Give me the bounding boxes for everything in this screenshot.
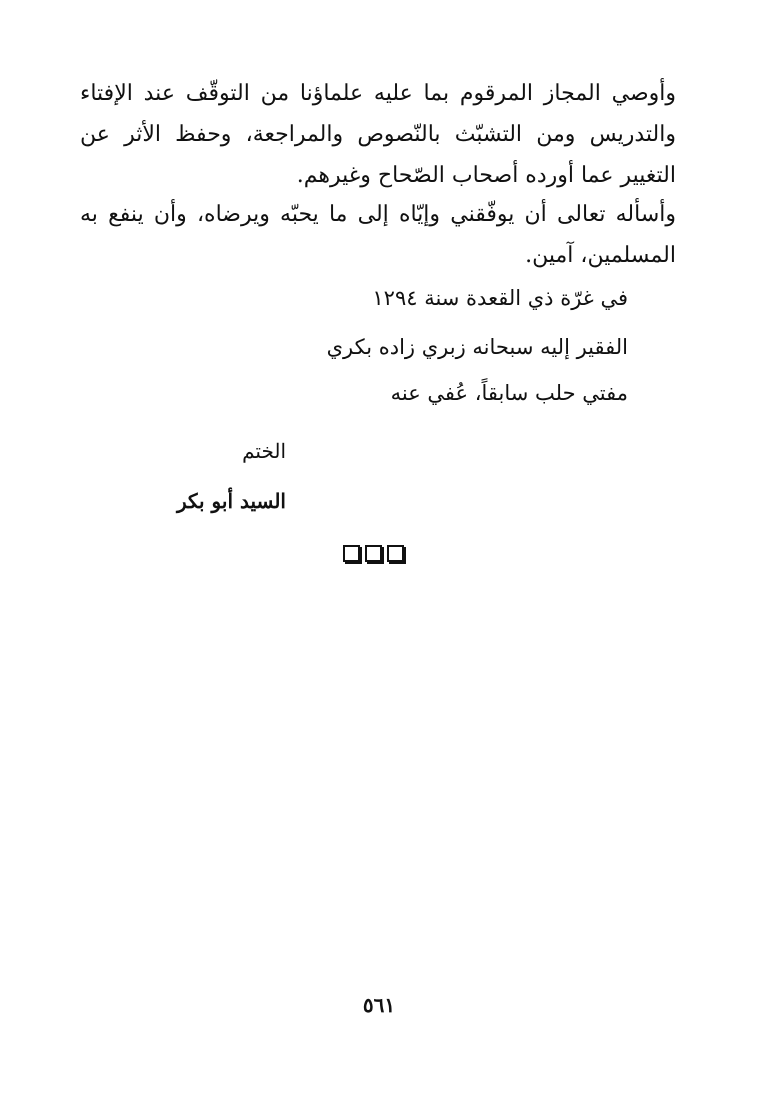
section-end-ornament <box>343 545 404 562</box>
square-box-icon <box>343 545 360 562</box>
seal-name: السيد أبو بكر <box>176 489 286 513</box>
seal-label: الختم <box>242 439 286 463</box>
paragraph-prayer: وأسأله تعالى أن يوفّقني وإيّاه إلى ما يحبّه ويرضاه، وأن ينفع به المسلمين، آمين. <box>80 202 676 268</box>
signature-date: في غرّة ذي القعدة سنة ١٢٩٤ <box>372 286 628 310</box>
square-box-icon <box>365 545 382 562</box>
paragraph-recommendation: وأوصي المجاز المرقوم بما عليه علماؤنا من التوقّف عند الإفتاء والتدريس ومن التشبّث بالنّصوص والمراجعة، وحفظ الأثر عن التغيير عما أورده أصحاب الصّحاح وغيرهم. <box>80 81 676 188</box>
square-box-icon <box>387 545 404 562</box>
page-number: ٥٦١ <box>362 993 396 1017</box>
signature-name: الفقير إليه سبحانه زبري زاده بكري <box>326 335 628 359</box>
signature-title: مفتي حلب سابقاً، عُفي عنه <box>390 381 628 405</box>
